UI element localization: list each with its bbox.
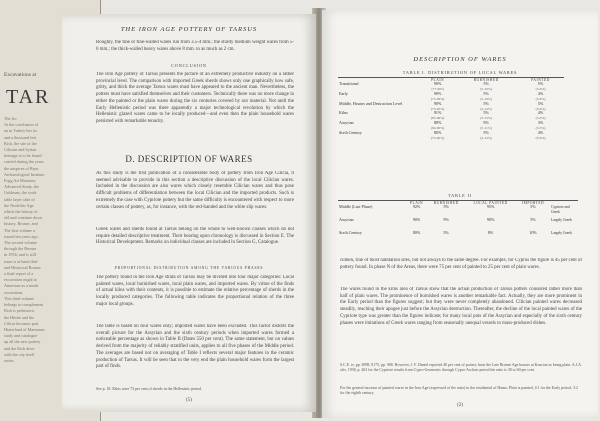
table-1-range: (84-90%) bbox=[430, 126, 445, 131]
table-1-range: (5-6%) bbox=[535, 116, 546, 121]
table-2-col-header: PLAIN bbox=[410, 201, 424, 205]
right-footnote-1: S.C.E. iv, pp. 6998, 8175, pp. 908. However, J. F. Daniel reported 40 per cent of pottery from the Late Bronze Age houses at Kourion as being plain. A.J.A. xliv, 1938, p. 263 for the Cypriote results from Cypro-Geometric through Cypro-Archaic period the ratio is 30 to 60 per cent. bbox=[340, 363, 582, 373]
jacket-text-line: Archaeological Institute bbox=[4, 171, 45, 177]
jacket-header: Excavations at bbox=[4, 72, 37, 78]
left-footnote: See p. 18. Kilns were 73 per cent of sherds in the Hellenistic period. bbox=[96, 387, 203, 391]
jacket-text-line: and a thousand feet bbox=[4, 134, 37, 140]
jacket-text-line: through the Bronze bbox=[4, 246, 37, 252]
table-1-row bbox=[338, 102, 564, 112]
table-2-cell: 90% bbox=[486, 217, 495, 222]
table-1-range: (4-12%) bbox=[480, 106, 492, 111]
table-1-col-header: BURNISHED bbox=[473, 78, 499, 82]
table-2-note: Largely Greek bbox=[551, 231, 572, 235]
conclusion-heading: CONCLUSION bbox=[171, 63, 207, 68]
table-1-value: 5% bbox=[483, 130, 489, 136]
table-2-cell: 9% bbox=[443, 217, 449, 222]
table-1-range: (5-11%) bbox=[480, 126, 492, 131]
table-1-range: (5-10%) bbox=[480, 96, 492, 101]
table-1-row bbox=[338, 111, 564, 121]
table-2-row-label: Sixth Century bbox=[339, 230, 362, 235]
table-1-range: (5-8%) bbox=[535, 96, 546, 101]
table-2-row-label: Middle (Late Phase) bbox=[339, 204, 373, 209]
table-1-range: (77-905) bbox=[431, 86, 444, 91]
table-1-value: 3% bbox=[537, 120, 544, 126]
right-running-head: DESCRIPTION OF WARES bbox=[413, 56, 507, 63]
table-2-cell: 5% bbox=[530, 217, 536, 222]
table-2-cell: 80% bbox=[412, 230, 421, 235]
jacket-text-line: Fogg Art Museum, bbox=[4, 178, 36, 184]
jacket-text-line: the auspices of Bryn bbox=[4, 165, 39, 171]
table-1-value: 5% bbox=[537, 100, 544, 106]
jacket-text-line: heritage is to be found bbox=[4, 153, 42, 159]
jacket-text-line: an in Turkey lies its bbox=[4, 128, 38, 134]
table-1-value: 9% bbox=[483, 120, 489, 126]
table-2-cell: 92% bbox=[412, 204, 421, 209]
table-2-cell: 10% bbox=[529, 230, 537, 235]
jacket-text-line: The first volume a bbox=[4, 227, 35, 233]
table-1-value: 80% bbox=[433, 130, 442, 136]
right-page-number: (2) bbox=[457, 403, 463, 408]
jacket-text-line: study and catalogue bbox=[4, 333, 38, 339]
table-1-caption: TABLE I. DISTRIBUTION OF LOCAL WARES bbox=[402, 70, 518, 75]
jacket-text-line: old and continue down bbox=[4, 215, 43, 221]
right-footnote-2: For the general increase of painted wares in the Iron Age (expressed of the ratio) in the residential of Hama. Plain is painted, 4:1 for the Early period, 3:2 for the eighth century. bbox=[340, 386, 579, 396]
table-note-paragraph: The table is based on four wares only; imported wares have been excluded. This factor distorts the overall picture for the Assyrian and the sixth century periods when imported wares formed a noticeable percentage as shown in Table II (Dates 550 per cent). The same statement, but on values derived from the majority of reliably stratified units, applies to all five phases of the Middle period. The averages are based not on averaging of Table I reflects several major features in the ceramic production of Tarsus. It will be seen that to the very end the plain household wares form the largest part of finds. bbox=[96, 324, 294, 370]
jacket-text-line: At the conclusion of bbox=[4, 122, 39, 128]
table-1-row-label: Early bbox=[339, 90, 348, 96]
table-1-value: 88% bbox=[433, 120, 442, 126]
description-paragraph-2: Greek wares and sherds found at Tarsus belong on the whole to well-known classes which do not require detailed descriptive treatment. Their bearing upon chronology is discussed in Section E. The Historical Development. Remarks on individual classes are included in Section G, Catalogue. bbox=[96, 227, 294, 246]
table-1-range: (5-6%) bbox=[535, 86, 546, 91]
jacket-text-line: the Hittite and the bbox=[4, 314, 35, 320]
table-2-row bbox=[338, 205, 578, 218]
table-1-row-label: Kilns bbox=[339, 110, 348, 116]
table-1-col-header: PAINTED bbox=[531, 78, 550, 82]
table-1-row-label: Sixth Century bbox=[339, 130, 362, 136]
table-1-value: 90% bbox=[433, 90, 442, 96]
table-1-range: (3-5%) bbox=[535, 126, 546, 131]
jacket-text-line: the Neolithic Age bbox=[4, 202, 34, 208]
table-2-cell: 8% bbox=[487, 230, 494, 235]
section-title: D. DESCRIPTION OF WARES bbox=[125, 154, 253, 164]
table-1-row bbox=[338, 121, 564, 131]
table-2-cell: 5% bbox=[443, 230, 449, 235]
jacket-text-line: history, Bronze, and bbox=[4, 221, 38, 227]
description-paragraph-1: As this study is the first publication of a considerable body of pottery from Iron Age Cilicia, it seemed advisable to provide in this section a descriptive discussion of the local Cilician wares. Included in the discussion are also wares which closely resemble Cilician wares and thus pose difficult problems of differentiation between the local Cilician and the imported products. Such is extremely the case with Cypriote pottery but the same difficulty is encountered with respect to more certain classes of pottery, as, for instance, with the red-banded and the white slip wares. bbox=[96, 171, 294, 210]
table-1-range: (75-95%) bbox=[430, 106, 445, 111]
jacket-text-line: Advanced Study, the bbox=[4, 184, 39, 190]
table-1-cell bbox=[455, 131, 517, 141]
jacket-text-line: Cilicia becomes part bbox=[4, 320, 39, 326]
table-1-col-header: PLAIN bbox=[431, 78, 445, 82]
table-2 bbox=[338, 200, 578, 244]
table-1-row bbox=[338, 131, 564, 141]
table-2-cell: 5% bbox=[530, 204, 536, 209]
right-paragraph-1: cumen, true of most habitation sites, but not always to the same degree. For example, for Cyprus the figure is 45 per cent of pottery found. In phase N of the Areas, there were 75 per cent of painted to 25 per cent of plain wares. bbox=[340, 258, 582, 270]
table-1-range: (5-6%) bbox=[535, 106, 546, 111]
jacket-big-title: TAR bbox=[6, 86, 51, 108]
distribution-subheading: PROPORTIONAL DISTRIBUTION AMONG THE VARIOUS PHASES bbox=[114, 266, 264, 270]
conclusion-paragraph: The Iron Age pottery of Tarsus presents the picture of an extremely productive industry on a rather provincial level. The comparison with imported Greek sherds shows only one graphically how safe, gritty, and thick the average Tarsus wares must have appeared to the ancient man. Nevertheless, the potters must have satisfied themselves and their customers. Technically there was no more change in either the painted or the plain wares during the six centuries covered by our material. Not until the Early Hellenistic period was there apparently a major technological revolution by which the Hellenistic glazed wares came to be locally produced—and even then the plain household wares persisted with remarkable tenacity. bbox=[96, 72, 294, 124]
table-1-range: (4-12%) bbox=[480, 135, 492, 140]
right-paragraph-2: The wares found in the kilns area of Tarsus show that the actual production of Tarsus potters consisted rather more than half of plain wares. The prominence of burnished wares is another remarkable fact. Actually, they are more prominent in the Early period than the figures suggest; but they were never completely abandoned. Cilician painted wares decreased steadily, reaching their apogee just before the Assyrian destruction. Thereafter, the decline of the local painted wares of the Cypriote type was greater than the figures indicate; for many local pots of the Assyrian and especially of the sixth century phases were imitations of Greek wares ranging from seasonally unequal vessels to mass-produced dishes. bbox=[340, 287, 582, 326]
jacket-text-line: a final report of a bbox=[4, 271, 34, 277]
jacket-text-line: American as a mode bbox=[4, 283, 39, 289]
table-1-value: 5% bbox=[483, 110, 489, 116]
jacket-text-line: excavation ought to bbox=[4, 277, 38, 283]
table-1-range: (5-10%) bbox=[480, 86, 492, 91]
jacket-text-line: carried during the years bbox=[4, 159, 44, 165]
table-1-value: 5% bbox=[537, 81, 544, 86]
table-2-cell: 90% bbox=[412, 217, 421, 222]
table-1-value: 90% bbox=[433, 100, 442, 106]
jacket-text-line: in 1956, and is still bbox=[4, 252, 36, 258]
table-1 bbox=[338, 77, 564, 141]
table-2-row bbox=[338, 231, 578, 244]
jacket-text-line: Goldman, the work bbox=[4, 190, 37, 196]
table-2-col-header: BURNISHED bbox=[433, 201, 459, 205]
jacket-text-line: up all the new pottery bbox=[4, 339, 41, 345]
jacket-text-line: Kish is prehistoric bbox=[4, 308, 35, 314]
table-1-range: (85-99%) bbox=[430, 116, 445, 121]
jacket-text-line: Hinterland of Marmaras bbox=[4, 326, 45, 332]
table-2-note: Largely Greek bbox=[551, 218, 572, 222]
jacket-text-line: Kish, the site of the bbox=[4, 140, 37, 146]
jacket-text-line: table layer cake of bbox=[4, 196, 35, 202]
table-1-value: 5% bbox=[483, 90, 489, 96]
table-1-range: (3-6%) bbox=[535, 135, 546, 140]
table-1-value: 4% bbox=[537, 130, 544, 136]
jacket-text-line: belongs to complement bbox=[4, 302, 44, 308]
jacket-text-line: excavation. bbox=[4, 289, 24, 295]
left-intro-paragraph: Roughly, the fine or fine-walled wares run from 3.5-4 mm.; the sturdy medium weight wares from 5-6 mm.; the thick-walled heavy wares above 8 mm. to as much as 2 cm. bbox=[96, 40, 294, 52]
table-2-col-header: LOCAL PAINTED bbox=[473, 201, 508, 205]
table-1-cell bbox=[420, 131, 455, 141]
table-1-row bbox=[338, 82, 564, 92]
table-1-value: 4% bbox=[537, 110, 544, 116]
jacket-text-line: issue is at hand deal bbox=[4, 258, 38, 264]
table-1-row-label: Assyrian bbox=[339, 120, 354, 126]
table-1-value: 5% bbox=[483, 81, 489, 86]
table-1-value: 4% bbox=[537, 90, 544, 96]
table-2-row-label: Assyrian bbox=[339, 217, 354, 222]
table-1-value: 90% bbox=[433, 81, 442, 86]
table-1-row-label: Transitional bbox=[339, 81, 359, 86]
table-1-range: (75-90%) bbox=[430, 135, 445, 140]
table-2-caption: TABLE II bbox=[448, 193, 472, 198]
jacket-text-line: The Iro bbox=[4, 116, 17, 121]
jacket-text-line: issued ten years ago. bbox=[4, 233, 39, 239]
table-1-value: 5% bbox=[483, 100, 489, 106]
table-1-cell bbox=[517, 131, 564, 141]
left-page bbox=[62, 14, 316, 412]
table-2-col-header: IMPORTED bbox=[521, 201, 545, 205]
table-2-cell: 95% bbox=[486, 204, 495, 209]
jacket-text-line: and Historical Bronze bbox=[4, 264, 41, 270]
jacket-text-line: with the city itself bbox=[4, 351, 35, 357]
table-1-range: (75-99%) bbox=[430, 96, 445, 101]
left-page-number: (5) bbox=[186, 398, 192, 403]
jacket-text-line: Cilician and Syrian bbox=[4, 147, 37, 153]
table-1-range: (3-15%) bbox=[480, 116, 492, 121]
jacket-text-line: This third volume bbox=[4, 295, 35, 301]
jacket-text-line: and the Kish dove bbox=[4, 345, 35, 351]
table-2-note: Cypriote and Greek bbox=[551, 205, 570, 214]
table-2-cell: 5% bbox=[443, 204, 449, 209]
jacket-text-line: which the history of bbox=[4, 209, 38, 215]
right-page bbox=[322, 10, 598, 418]
jacket-text-line: series. bbox=[4, 357, 15, 363]
jacket-text-line: The second volume bbox=[4, 240, 37, 246]
left-running-head: THE IRON AGE POTTERY OF TARSUS bbox=[120, 26, 258, 33]
distribution-paragraph: The pottery found in the Iron Age strata of Tarsus may be divided into four major categories: Local painted wares, local burnished wares, local plain wares, and imported wares. By virtue of the finds of actual kilns with their contents, it is possible to estimate the relative percentage of sherds in the locally produced categories. The following table indicates the proportional relation of the three major local groups. bbox=[96, 275, 294, 307]
table-1-value: 91% bbox=[433, 110, 442, 116]
table-2-row bbox=[338, 218, 578, 231]
table-1-row-label: Middle, Houses and Destruction Level bbox=[339, 100, 403, 106]
